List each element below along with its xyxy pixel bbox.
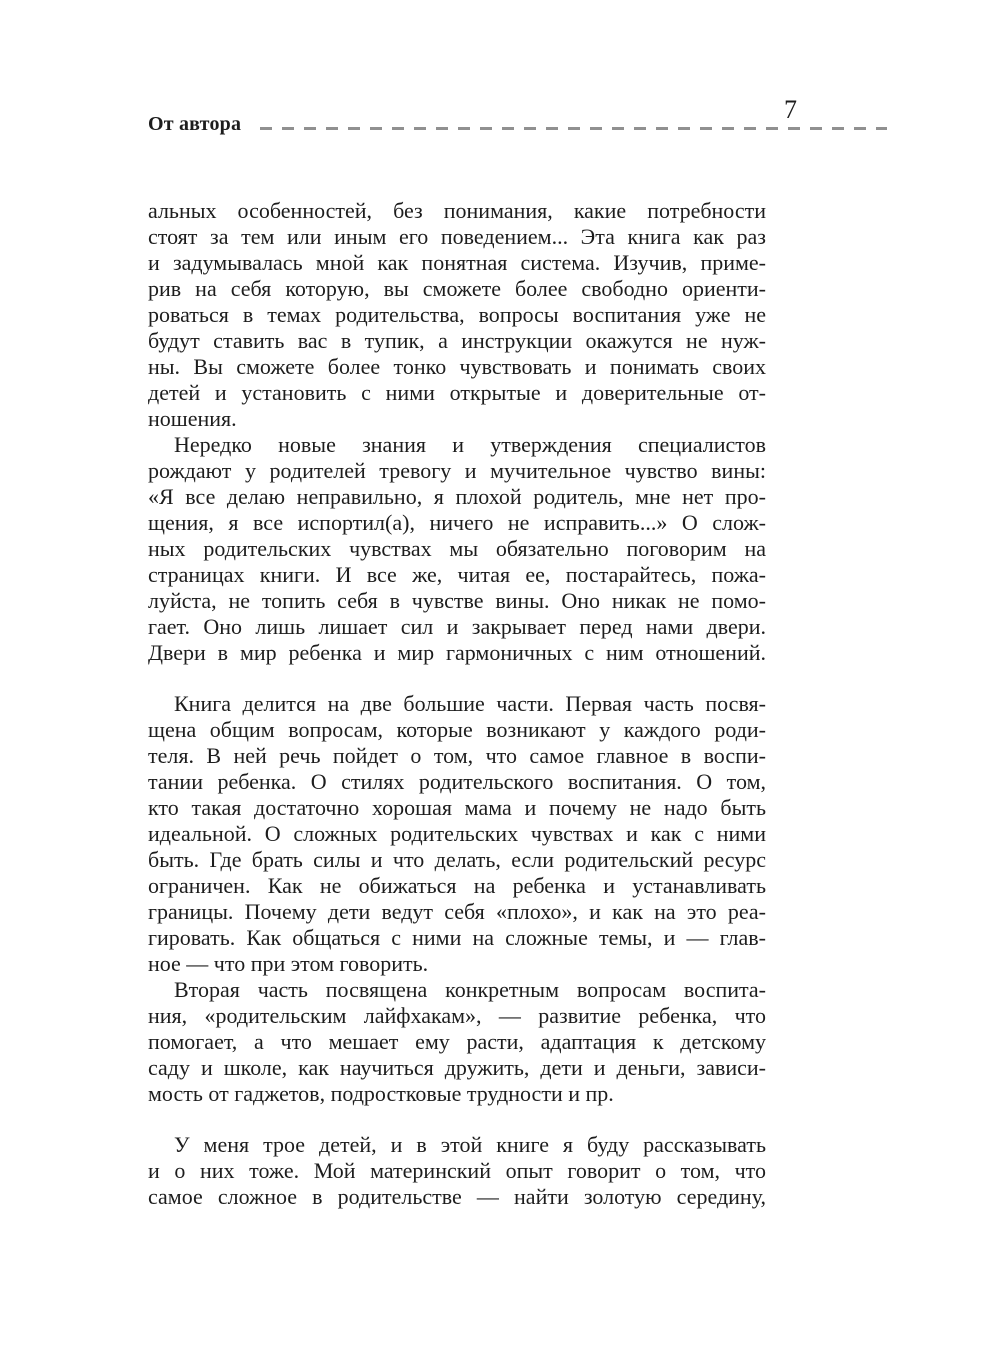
- text-line: щена общим вопросам, которые возникают у каждого роди-: [148, 717, 766, 742]
- text-line: «Я все делаю неправильно, я плохой родитель, мне нет про-: [148, 484, 766, 509]
- text-line: теля. В ней речь пойдет о том, что самое главное в воспи-: [148, 743, 766, 768]
- text-line: гает. Оно лишь лишает сил и закрывает перед нами двери.: [148, 614, 766, 639]
- text-line: быть. Где брать силы и что делать, если родительский ресурс: [148, 847, 766, 872]
- text-line: щения, я все испортил(а), ничего не исправить...» О слож-: [148, 510, 766, 535]
- text-line: ношения.: [148, 406, 237, 431]
- text-line: луйста, не топить себя в чувстве вины. Оно никак не помо-: [148, 588, 766, 613]
- text-line: и задумывалась мной как понятная система. Изучив, приме-: [148, 250, 766, 275]
- text-line: ограничен. Как не обижаться на ребенка и устанавливать: [148, 873, 766, 898]
- text-line: помогает, а что мешает ему расти, адаптация к детскому: [148, 1029, 766, 1054]
- paragraph: [148, 198, 766, 432]
- text-line: гировать. Как общаться с ними на сложные темы, и — глав-: [148, 925, 766, 950]
- text-line: мость от гаджетов, подростковые трудности и пр.: [148, 1081, 614, 1106]
- paragraph: [148, 691, 766, 977]
- text-line: самое сложное в родительстве — найти золотую середину,: [148, 1184, 766, 1209]
- text-line: ных родительских чувствах мы обязательно поговорим на: [148, 536, 766, 561]
- text-line: стоят за тем или иным его поведением... Эта книга как раз: [148, 224, 766, 249]
- text-line: детей и установить с ними открытые и доверительные от-: [148, 380, 766, 405]
- text-line: границы. Почему дети ведут себя «плохо», и как на это реа-: [148, 899, 766, 924]
- text-line: будут ставить вас в тупик, а инструкции окажутся не нуж-: [148, 328, 766, 353]
- text-line: роваться в темах родительства, вопросы воспитания уже не: [148, 302, 766, 327]
- text-line: рождают у родителей тревогу и мучительное чувство вины:: [148, 458, 766, 483]
- text-line: тании ребенка. О стилях родительского воспитания. О том,: [148, 769, 766, 794]
- page-number: 7: [784, 95, 797, 124]
- text-line: ны. Вы сможете более тонко чувствовать и понимать своих: [148, 354, 766, 379]
- text-line: кто такая достаточно хорошая мама и почему не надо быть: [148, 795, 766, 820]
- paragraph: [148, 1132, 766, 1210]
- text-line: ное — что при этом говорить.: [148, 951, 429, 976]
- text-line: Книга делится на две большие части. Первая часть посвя-: [174, 691, 766, 716]
- text-line: и о них тоже. Мой материнский опыт говорит о том, что: [148, 1158, 766, 1183]
- header-dashed-rule: [260, 127, 887, 130]
- text-line: Нередко новые знания и утверждения специалистов: [174, 432, 766, 457]
- paragraph: [148, 432, 766, 666]
- text-line: саду и школе, как научиться дружить, дети и деньги, зависи-: [148, 1055, 766, 1080]
- text-line: рив на себя которую, вы сможете более свободно ориенти-: [148, 276, 766, 301]
- text-line: Вторая часть посвящена конкретным вопросам воспита-: [174, 977, 766, 1002]
- body-text-column: [148, 198, 766, 1210]
- running-header-title: От автора: [148, 113, 242, 135]
- text-line: альных особенностей, без понимания, какие потребности: [148, 198, 766, 223]
- paragraph: [148, 977, 766, 1107]
- text-line: ния, «родительским лайфхакам», — развитие ребенка, что: [148, 1003, 766, 1028]
- text-line: У меня трое детей, и в этой книге я буду рассказывать: [174, 1132, 766, 1157]
- text-line: страницах книги. И все же, читая ее, постарайтесь, пожа-: [148, 562, 766, 587]
- text-line: идеальной. О сложных родительских чувствах и как с ними: [148, 821, 766, 846]
- text-line: Двери в мир ребенка и мир гармоничных с ним отношений.: [148, 640, 766, 665]
